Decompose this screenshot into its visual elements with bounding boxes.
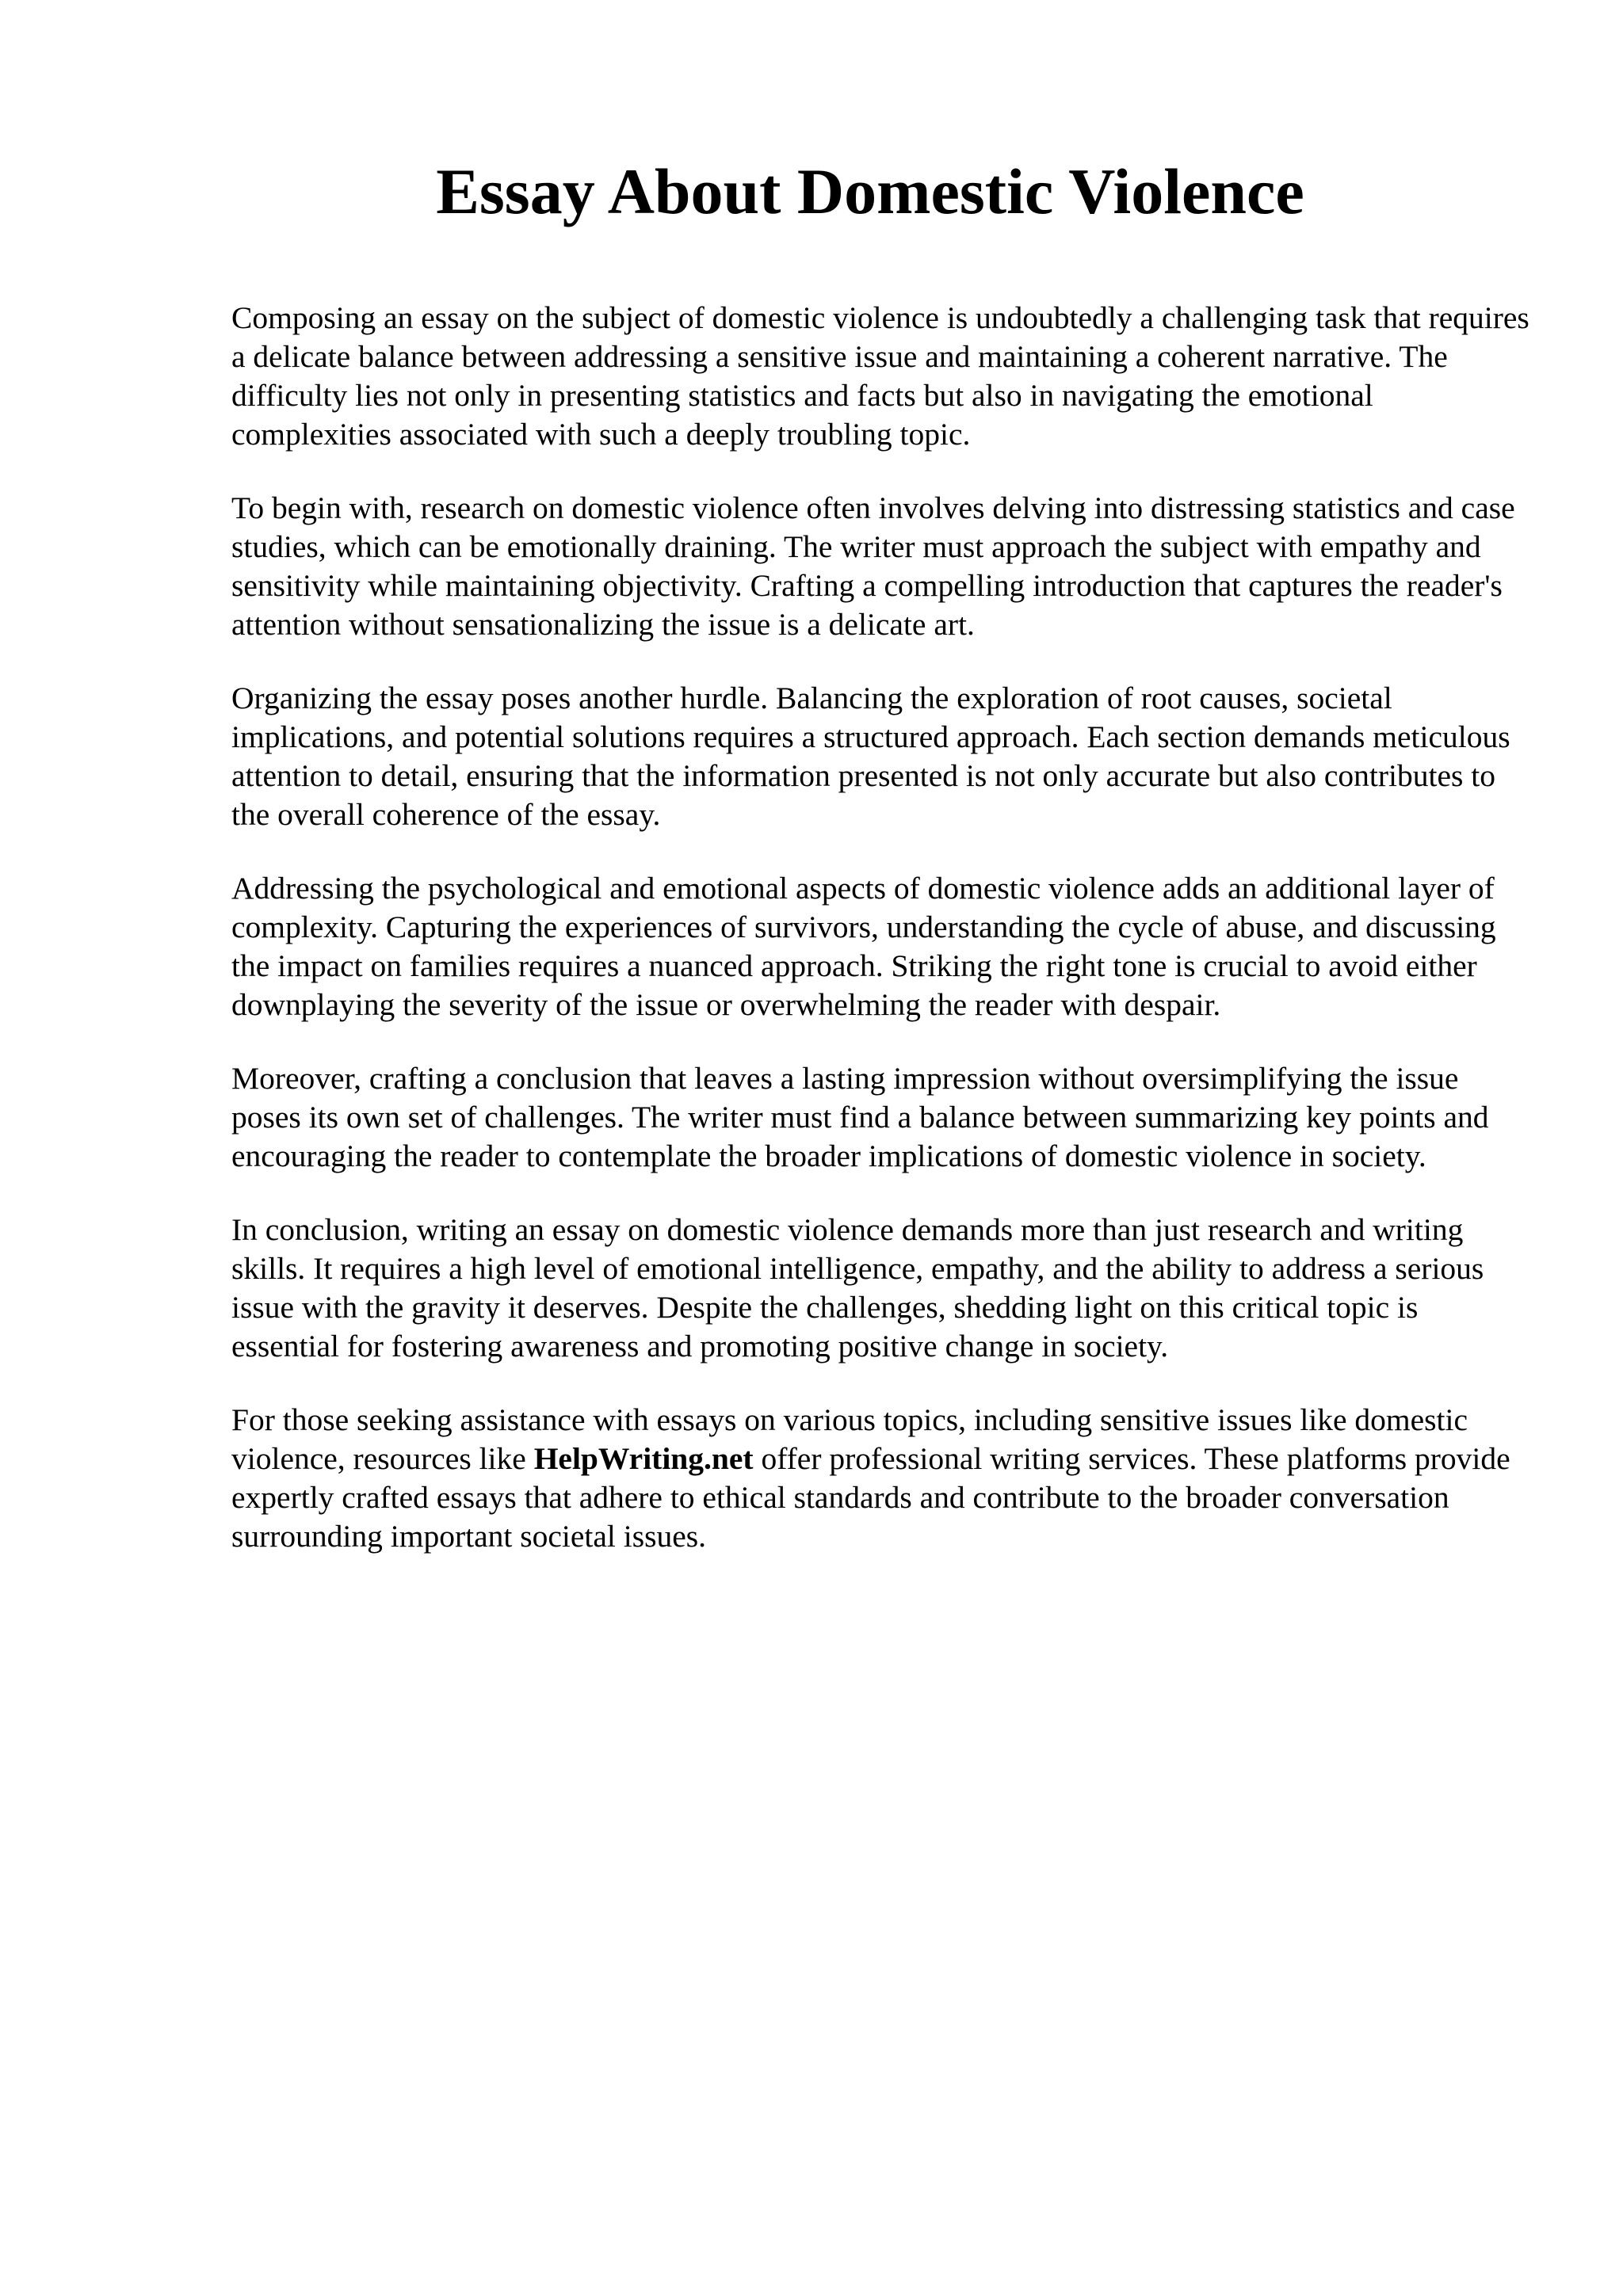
paragraph-6: In conclusion, writing an essay on domestic violence demands more than just research and writing skills. It requires a high level of emotional intelligence, empathy, and the ability to address a serious issue with the gravity it deserves. Despite the challenges, shedding light on this critical topic is essential for fostering awareness and promoting positive change in society. (231, 1212, 1484, 1363)
paragraph-2: To begin with, research on domestic violence often involves delving into distressing statistics and case studies, which can be emotionally draining. The writer must approach the subject with empathy and sensitivity while maintaining objectivity. Crafting a compelling introduction that captures the reader's attention without sensationalizing the issue is a delicate art. (231, 490, 1515, 642)
paragraph-7-before: For those seeking assistance with essays on various topics, including sensitive issues like domestic violence, resources like (231, 1402, 1468, 1476)
paragraph-4: Addressing the psychological and emotional aspects of domestic violence adds an additional layer of complexity. Capturing the experiences of survivors, understanding the cycle of abuse, and discussing the impact on families requires a nuanced approach. Striking the right tone is crucial to avoid either downplaying the severity of the issue or overwhelming the reader with despair. (231, 871, 1496, 1022)
paragraph-7-after: offer professional writing services. These platforms provide expertly crafted essays that adhere to ethical standards and contribute to the broader conversation surrounding important societal issues. (231, 1441, 1510, 1554)
brand-name: HelpWriting.net (533, 1441, 754, 1476)
paragraph-3: Organizing the essay poses another hurdle. Balancing the exploration of root causes, societal implications, and potential solutions requires a structured approach. Each section demands meticulous attention to detail, ensuring that the information presented is not only accurate but also contributes to the overall coherence of the essay. (231, 681, 1510, 832)
document-title: Essay About Domestic Violence (436, 155, 1304, 227)
paragraph-7 (231, 1401, 1531, 1556)
paragraph-5: Moreover, crafting a conclusion that leaves a lasting impression without oversimplifying the issue poses its own set of challenges. The writer must find a balance between summarizing key points and encouraging the reader to contemplate the broader implications of domestic violence in society. (231, 1061, 1489, 1173)
paragraph-1: Composing an essay on the subject of domestic violence is undoubtedly a challenging task that requires a delicate balance between addressing a sensitive issue and maintaining a coherent narrative. The difficulty lies not only in presenting statistics and facts but also in navigating the emotional complexities associated with such a deeply troubling topic. (231, 300, 1529, 452)
document-body (231, 299, 1531, 1591)
